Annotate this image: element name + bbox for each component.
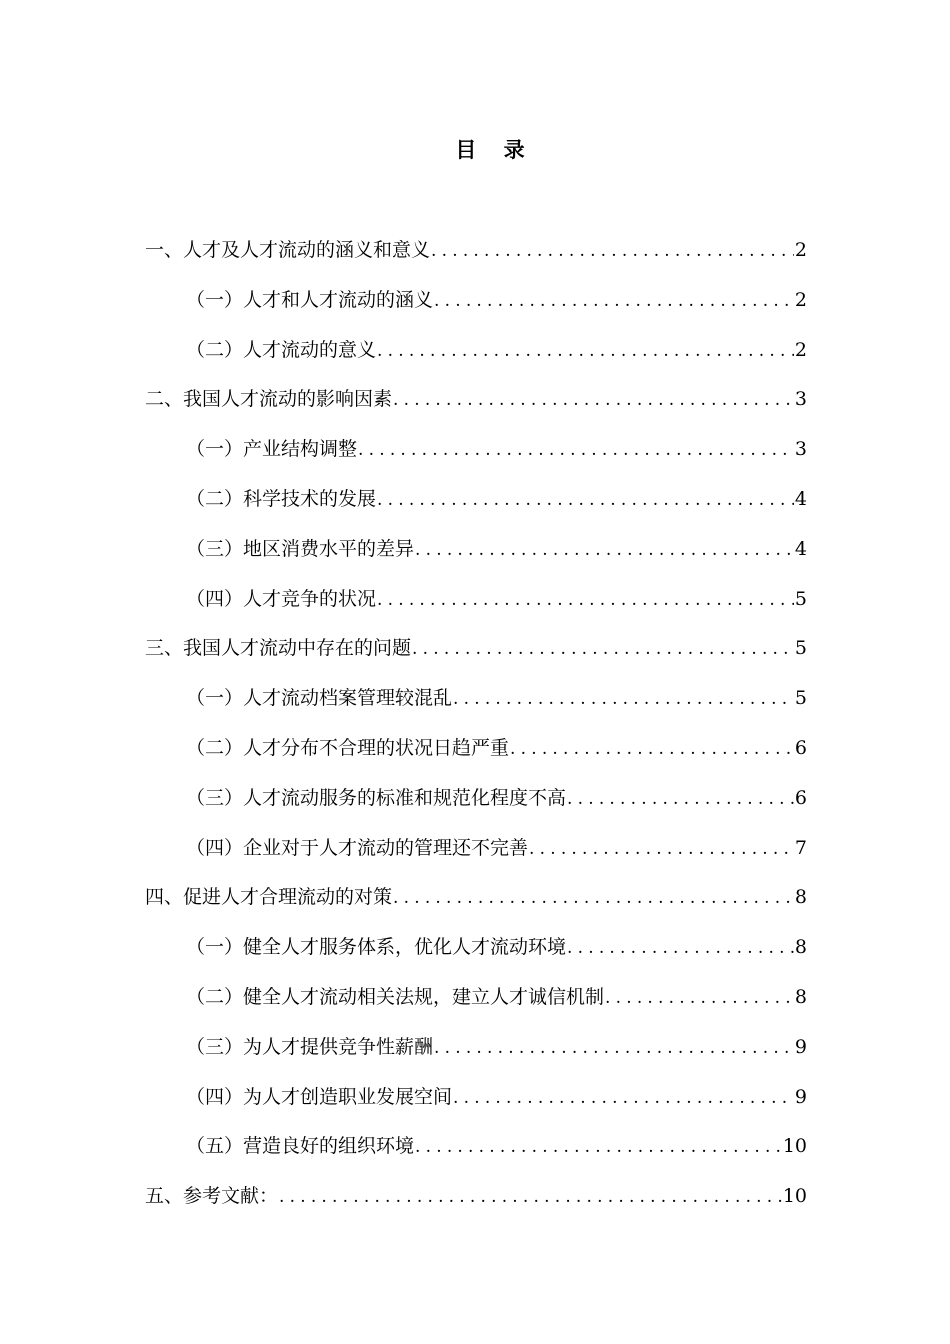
toc-entry[interactable] — [145, 731, 807, 781]
toc-entry[interactable] — [145, 582, 807, 632]
toc-page-number: 8 — [794, 936, 807, 959]
toc-page-number: 5 — [794, 687, 807, 710]
toc-entry-text: （一）健全人才服务体系，优化人才流动环境 — [186, 936, 567, 959]
toc-entry-text: 二、我国人才流动的影响因素 — [145, 388, 393, 411]
toc-page-number: 8 — [794, 886, 807, 909]
toc-entry-text: （五）营造良好的组织环境 — [186, 1135, 415, 1158]
dot-leader — [377, 583, 794, 617]
dot-leader — [434, 284, 794, 318]
toc-entry-text: 三、我国人才流动中存在的问题 — [145, 637, 412, 660]
toc-title: 目 录 — [455, 137, 535, 162]
toc-entry-text: （三）人才流动服务的标准和规范化程度不高 — [186, 786, 567, 809]
toc-page-number: 9 — [794, 1085, 807, 1108]
toc-entry[interactable] — [145, 781, 807, 831]
toc-page-number: 2 — [794, 338, 807, 361]
toc-page-number: 7 — [794, 836, 807, 859]
dot-leader — [605, 981, 794, 1015]
toc-page-number: 10 — [782, 1135, 807, 1158]
dot-leader — [415, 533, 794, 567]
toc-entry[interactable] — [145, 532, 807, 582]
toc-page-number: 10 — [782, 1185, 807, 1208]
toc-page-number: 2 — [794, 288, 807, 311]
dot-leader — [567, 931, 794, 965]
toc-entry-text: （一）人才流动档案管理较混乱 — [186, 687, 453, 710]
toc-page-number: 6 — [794, 736, 807, 759]
dot-leader — [453, 682, 794, 716]
dot-leader — [453, 1081, 794, 1115]
toc-entry[interactable] — [145, 1030, 807, 1080]
toc-page-number: 5 — [794, 587, 807, 610]
toc-entry-text: （二）科学技术的发展 — [186, 487, 377, 510]
toc-entry[interactable] — [145, 930, 807, 980]
toc-page-number: 3 — [794, 388, 807, 411]
toc-page-number: 4 — [794, 487, 807, 510]
toc-page-number: 3 — [794, 438, 807, 461]
dot-leader — [567, 782, 794, 816]
toc-entry-text: 一、人才及人才流动的涵义和意义 — [145, 239, 431, 261]
toc-entry[interactable] — [145, 432, 807, 482]
toc-entry-text: （二）人才流动的意义 — [186, 338, 377, 361]
dot-leader — [393, 881, 794, 915]
dot-leader — [434, 1031, 794, 1065]
toc-entry[interactable] — [145, 831, 807, 881]
dot-leader — [529, 832, 794, 866]
dot-leader — [431, 234, 794, 268]
toc-entry[interactable] — [145, 1179, 807, 1229]
dot-leader — [377, 334, 794, 368]
toc-entry-text: （四）企业对于人才流动的管理还不完善 — [186, 836, 529, 859]
toc-entry-text: 五、参考文献： — [145, 1185, 279, 1208]
toc-entry-text: （一）人才和人才流动的涵义 — [186, 288, 434, 311]
toc-entry-text: （一）产业结构调整 — [186, 438, 358, 461]
toc-entry[interactable] — [145, 631, 807, 681]
toc-entry[interactable] — [145, 1080, 807, 1130]
toc-entry-text: （四）为人才创造职业发展空间 — [186, 1085, 453, 1108]
toc-entry-text: （二）人才分布不合理的状况日趋严重 — [186, 736, 510, 759]
toc-page-number: 2 — [794, 239, 807, 261]
toc-page-number: 9 — [794, 1035, 807, 1058]
toc-entry[interactable] — [145, 980, 807, 1030]
dot-leader — [393, 383, 794, 417]
toc-entry-text: （二）健全人才流动相关法规，建立人才诚信机制 — [186, 985, 605, 1008]
toc-entry[interactable] — [145, 880, 807, 930]
dot-leader — [510, 732, 794, 766]
toc-page-number: 5 — [794, 637, 807, 660]
toc-page-number: 4 — [794, 537, 807, 560]
table-of-contents — [145, 233, 807, 1229]
toc-entry-text: （三）为人才提供竞争性薪酬 — [186, 1035, 434, 1058]
toc-entry-text: （三）地区消费水平的差异 — [186, 537, 415, 560]
toc-entry-text: 四、促进人才合理流动的对策 — [145, 886, 393, 909]
toc-entry[interactable] — [145, 333, 807, 383]
dot-leader — [377, 483, 794, 517]
dot-leader — [279, 1180, 782, 1214]
dot-leader — [358, 433, 794, 467]
toc-entry-text: （四）人才竞争的状况 — [186, 587, 377, 610]
dot-leader — [415, 1130, 782, 1164]
toc-entry[interactable] — [145, 1129, 807, 1179]
toc-page-number: 8 — [794, 985, 807, 1008]
toc-entry[interactable] — [145, 681, 807, 731]
toc-entry[interactable] — [145, 382, 807, 432]
toc-entry[interactable] — [145, 233, 807, 283]
toc-page-number: 6 — [794, 786, 807, 809]
dot-leader — [412, 632, 794, 666]
toc-entry[interactable] — [145, 283, 807, 333]
toc-entry[interactable] — [145, 482, 807, 532]
